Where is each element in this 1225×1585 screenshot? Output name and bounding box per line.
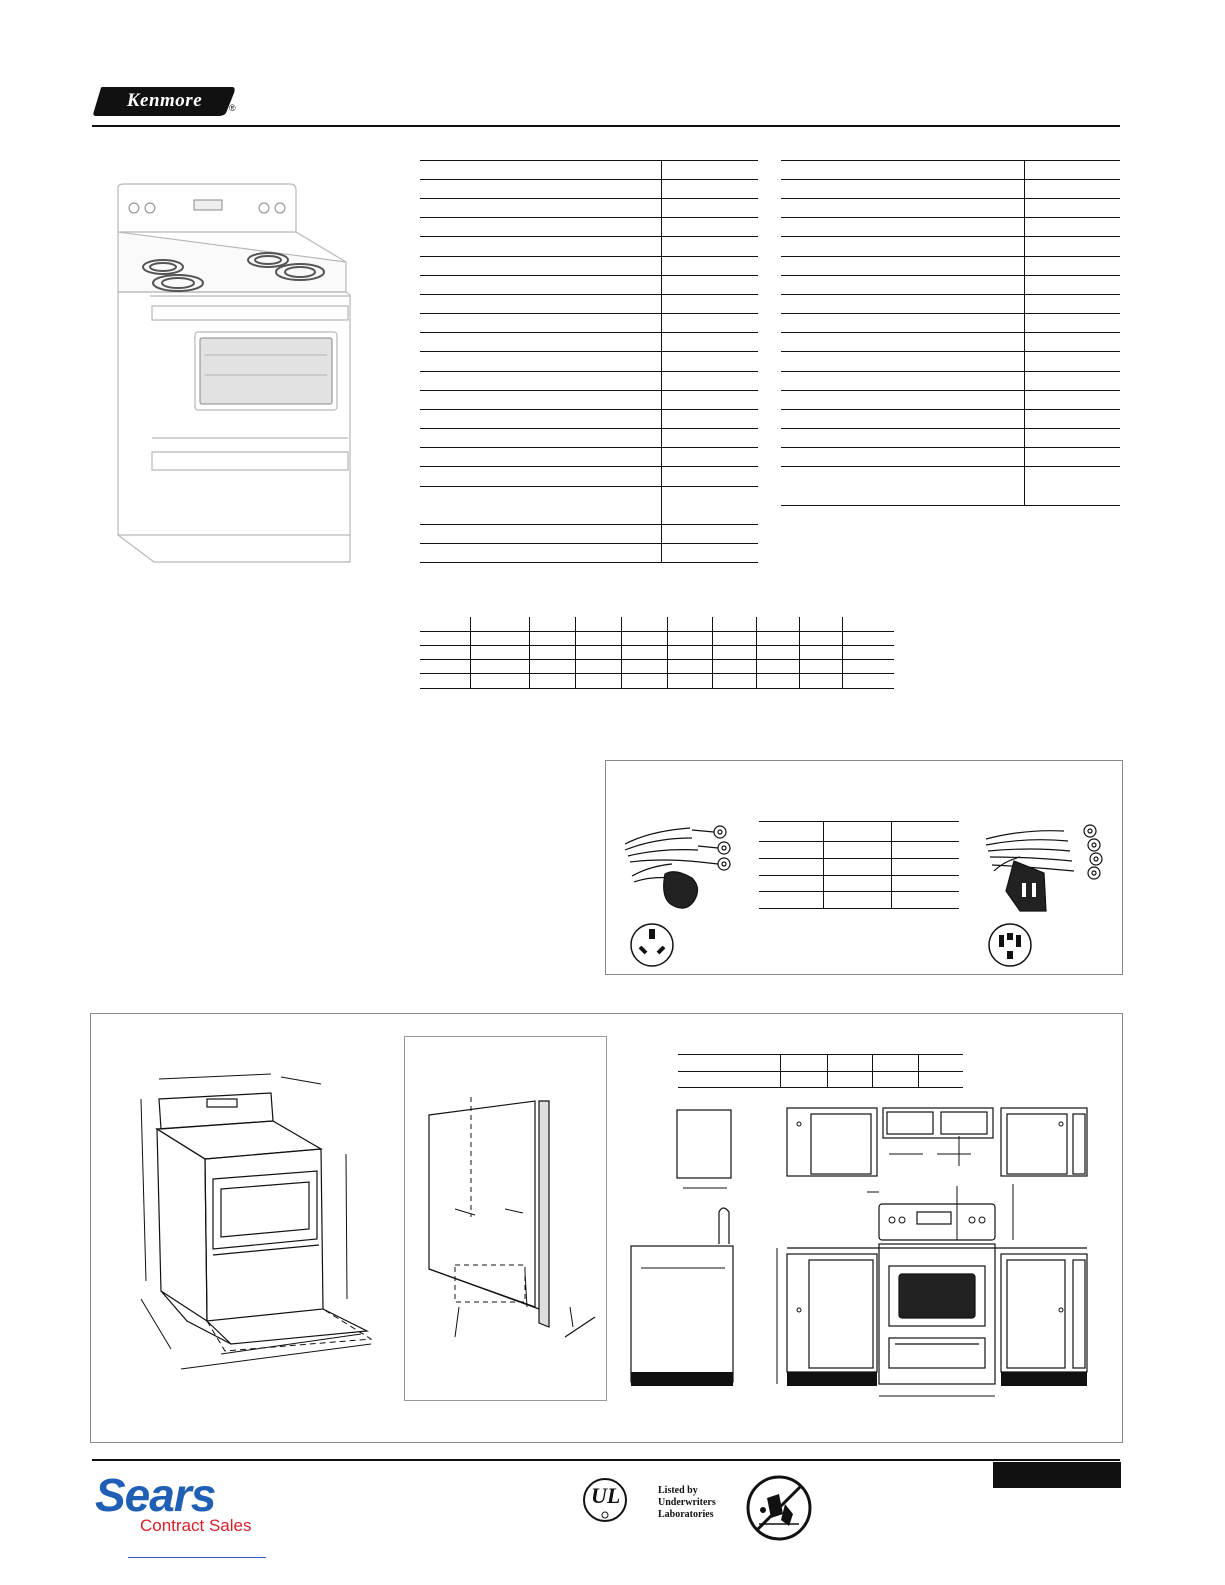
brand-registered: ® xyxy=(229,103,236,113)
ul-listed-line3: Laboratories xyxy=(658,1509,714,1520)
ul-listed-line1: Listed by xyxy=(658,1485,698,1496)
ul-letters: UL xyxy=(591,1483,621,1508)
footer-black-bar xyxy=(993,1462,1121,1488)
contract-sales-label: Contract Sales xyxy=(140,1516,252,1535)
footer-link-underline xyxy=(128,1557,266,1558)
anti-tip-warning-icon xyxy=(745,1474,813,1542)
brand-logo xyxy=(92,85,237,117)
electric-range-icon xyxy=(110,180,355,565)
4-wire-cord-icon xyxy=(984,821,1114,916)
kitchen-clearance-diagram xyxy=(627,1104,1097,1414)
power-cord-panel xyxy=(605,760,1123,975)
footer-rule xyxy=(92,1459,1120,1461)
anti-tip-bracket-diagram xyxy=(415,1097,600,1347)
4-prong-outlet-icon xyxy=(986,921,1034,969)
ul-listed-mark xyxy=(582,1477,732,1527)
ul-listed-line2: Underwriters xyxy=(658,1497,716,1508)
header-rule xyxy=(92,125,1120,127)
sears-logo xyxy=(95,1468,255,1538)
sears-wordmark: Sears xyxy=(95,1469,216,1521)
range-dimension-diagram xyxy=(121,1059,421,1409)
3-wire-cord-icon xyxy=(620,816,750,916)
brand-name: Kenmore xyxy=(126,90,203,111)
installation-panel xyxy=(90,1013,1123,1443)
anti-tip-inset xyxy=(404,1036,607,1401)
3-prong-outlet-icon xyxy=(628,921,676,969)
